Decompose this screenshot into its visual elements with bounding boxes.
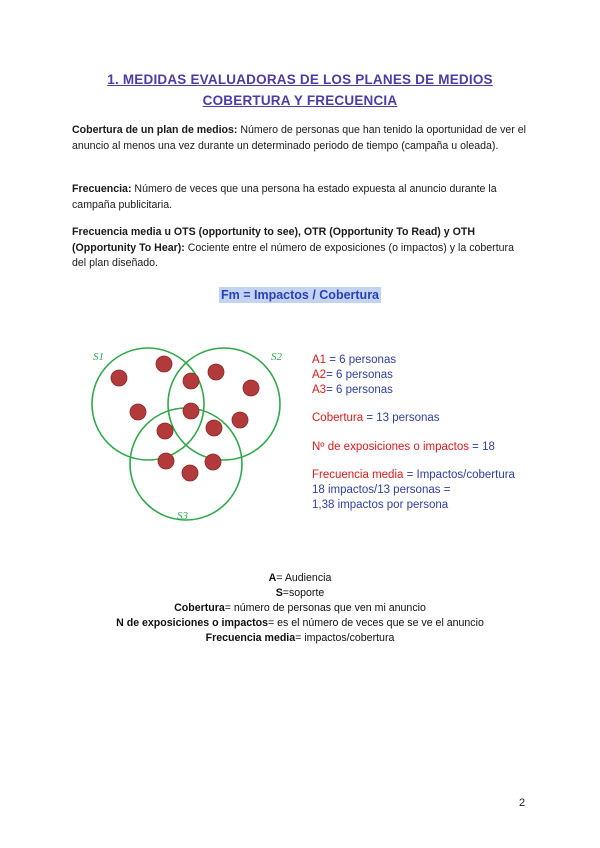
- exposure-dot: [208, 364, 224, 380]
- legend-a2-label: A2: [312, 369, 327, 381]
- definition-text: = número de personas que ven mi anuncio: [224, 602, 426, 614]
- s3-label: S3: [177, 510, 188, 522]
- legend-exposiciones: [312, 440, 495, 455]
- definition-text: = impactos/cobertura: [295, 632, 395, 644]
- legend-a3: [312, 383, 393, 398]
- exposure-dot: [130, 404, 146, 420]
- formula-container: [0, 286, 600, 304]
- definition-frecuencia-media: Cociente entre el número de exposiciones (o impactos) y la cobertura del plan diseñado.: [72, 241, 514, 269]
- definition-term: Frecuencia media: [205, 632, 296, 644]
- legend-calc-line-1: 18 impactos/13 personas =: [312, 484, 451, 496]
- exposure-dot: [156, 356, 172, 372]
- definition-text: =soporte: [282, 587, 325, 599]
- page-title-line-1: 1. MEDIDAS EVALUADORAS DE LOS PLANES DE MEDIOS: [107, 72, 493, 87]
- formula-highlight: Fm = Impactos / Cobertura: [220, 288, 380, 302]
- paragraph-frecuencia: [72, 182, 530, 213]
- exposure-dot: [205, 454, 221, 470]
- definition-text: = Audiencia: [276, 572, 332, 584]
- legend-cobertura: [312, 411, 440, 426]
- exposure-dot: [206, 420, 222, 436]
- definition-term: S: [275, 587, 283, 599]
- definition-term: N de exposiciones o impactos: [116, 617, 269, 629]
- exposure-dots: [111, 356, 259, 481]
- exposure-dot: [183, 403, 199, 419]
- legend-a2: [312, 368, 393, 383]
- exposure-dot: [232, 412, 248, 428]
- definition-term: Cobertura: [174, 602, 225, 614]
- exposure-dot: [182, 465, 198, 481]
- legend-cobertura-label: Cobertura: [312, 412, 364, 424]
- definition-audiencia: [0, 571, 600, 586]
- definition-term: A: [268, 572, 277, 584]
- venn-diagram: [86, 342, 306, 527]
- exposure-dot: [111, 370, 127, 386]
- legend-a1: [312, 353, 396, 368]
- definition-text: = es el número de veces que se ve el anuncio: [268, 617, 484, 629]
- s2-label: S2: [271, 351, 282, 363]
- legend-a1-label: A1: [312, 354, 327, 366]
- legend-a1-value: = 6 personas: [326, 354, 397, 366]
- definition-frecuencia: Número de veces que una persona ha estado expuesta al anuncio durante la campaña publicitaria.: [72, 183, 497, 211]
- term-frecuencia: Frecuencia:: [72, 183, 132, 195]
- term-frecuencia-media: Frecuencia media u OTS (opportunity to see), OTR (Opportunity To Read) y OTH (Opportunity To Hear):: [72, 226, 475, 254]
- paragraph-frecuencia-media: [72, 225, 530, 272]
- exposure-dot: [243, 380, 259, 396]
- legend-frecuencia-value: = Impactos/cobertura: [403, 469, 515, 481]
- legend-cobertura-value: = 13 personas: [363, 412, 440, 424]
- definition-frecuencia-media: [0, 631, 600, 646]
- definition-soporte: [0, 586, 600, 601]
- definitions-list: [0, 571, 600, 646]
- page-number: 2: [519, 797, 526, 809]
- legend-exposiciones-value: = 18: [468, 441, 495, 453]
- exposure-dot: [157, 423, 173, 439]
- exposure-dot: [183, 373, 199, 389]
- paragraph-cobertura: [72, 123, 530, 154]
- definition-cobertura: Número de personas que han tenido la oportunidad de ver el anuncio al menos una vez durante un determinado periodo de tiempo (campaña u oleada).: [72, 124, 526, 152]
- legend-exposiciones-label: Nº de exposiciones o impactos: [312, 441, 469, 453]
- legend-a3-label: A3: [312, 384, 327, 396]
- page-title-line-2: COBERTURA Y FRECUENCIA: [202, 93, 398, 108]
- legend-frecuencia-label: Frecuencia media: [312, 469, 404, 481]
- definition-cobertura: [0, 601, 600, 616]
- legend-a3-value: = 6 personas: [326, 384, 393, 396]
- s1-label: S1: [93, 351, 104, 363]
- s2-circle: [168, 348, 280, 460]
- legend-calc-line-2: 1,38 impactos por persona: [312, 499, 449, 511]
- exposure-dot: [158, 453, 174, 469]
- legend-a2-value: = 6 personas: [326, 369, 393, 381]
- term-cobertura: Cobertura de un plan de medios:: [72, 124, 238, 136]
- s3-circle: [130, 408, 242, 520]
- legend-frecuencia-media: [312, 468, 515, 483]
- definition-exposiciones: [0, 616, 600, 631]
